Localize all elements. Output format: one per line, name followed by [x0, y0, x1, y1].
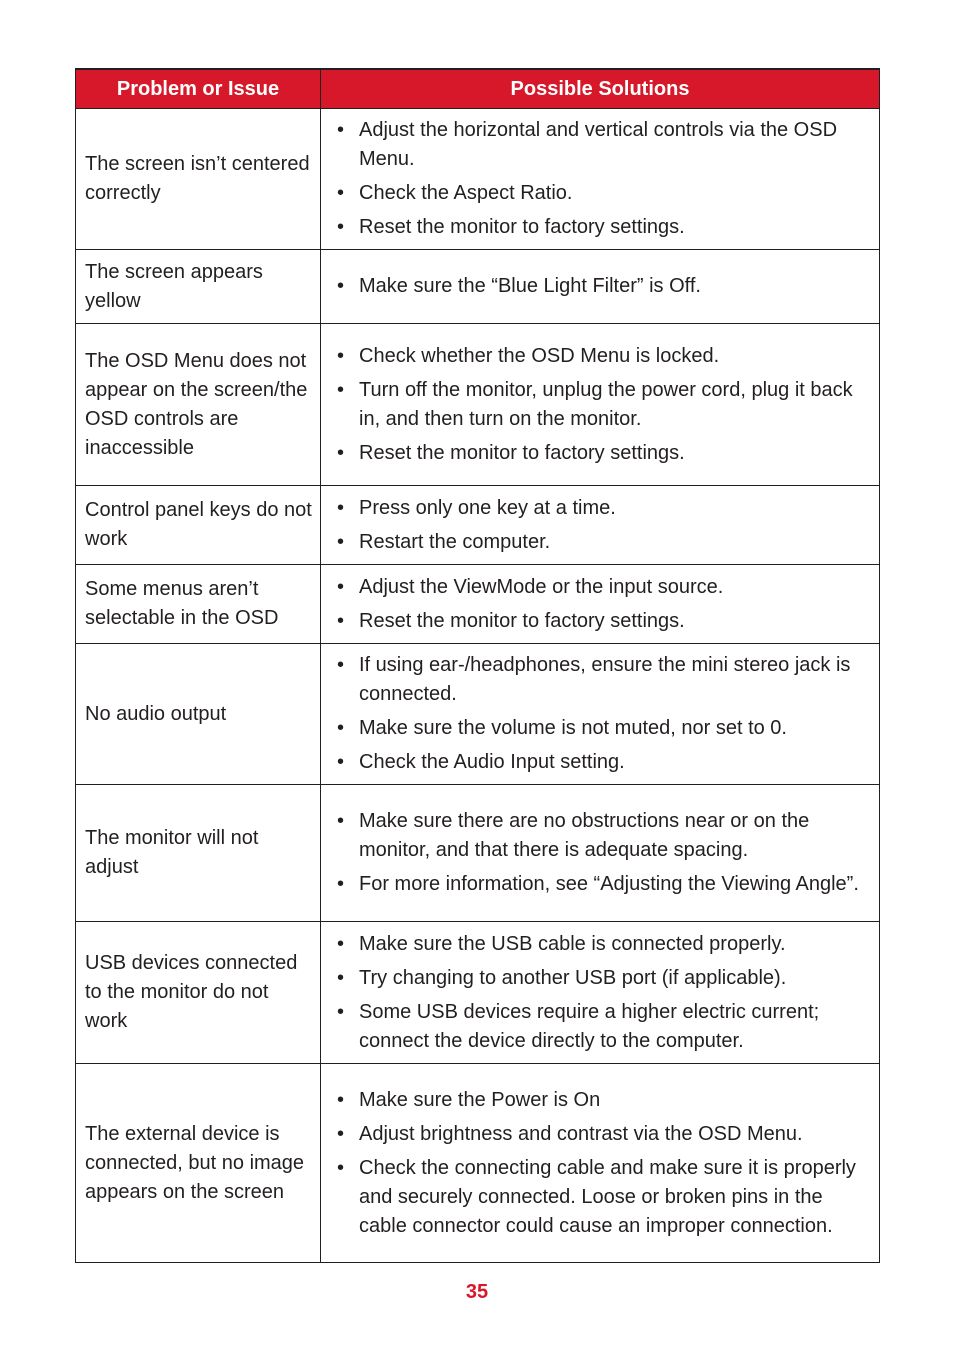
bullet-icon: • [337, 1088, 345, 1111]
bullet-icon: • [337, 441, 345, 464]
table-row [76, 109, 880, 250]
solution-item [335, 807, 871, 865]
solution-text: Restart the computer. [359, 530, 551, 553]
solution-item [335, 1154, 871, 1241]
bullet-icon: • [337, 654, 345, 676]
solution-text: Adjust the horizontal and vertical controls via the OSD Menu. [359, 119, 838, 170]
bullet-icon: • [337, 609, 345, 632]
solution-text: Turn off the monitor, unplug the power cord, plug it back in, and then turn on the monitor. [359, 378, 853, 430]
solutions-cell [321, 324, 880, 486]
page-number: 35 [465, 1281, 489, 1303]
solutions-cell [321, 1064, 880, 1263]
solutions-cell [321, 486, 880, 565]
solution-text: If using ear-/headphones, ensure the mini stereo jack is connected. [359, 654, 851, 705]
solution-text: Reset the monitor to factory settings. [359, 609, 685, 632]
solution-text: Check the Audio Input setting. [359, 751, 625, 773]
solutions-list [335, 807, 871, 899]
table-row [76, 1064, 880, 1263]
solution-item [335, 439, 871, 468]
problem-cell: The external device is connected, but no image appears on the screen [76, 1064, 321, 1263]
bullet-icon: • [337, 530, 345, 553]
solution-item [335, 342, 871, 371]
solutions-cell [321, 644, 880, 785]
solution-text: Check the Aspect Ratio. [359, 182, 573, 204]
bullet-icon: • [337, 119, 345, 141]
solution-text: Some USB devices require a higher electric current; connect the device directly to the computer. [359, 1000, 820, 1052]
problem-cell: The OSD Menu does not appear on the screen/the OSD controls are inaccessible [76, 324, 321, 486]
problem-cell: The monitor will not adjust [76, 785, 321, 922]
solution-item [335, 179, 871, 208]
table-row [76, 486, 880, 565]
solution-text: Reset the monitor to factory settings. [359, 216, 685, 238]
solution-item [335, 272, 871, 301]
bullet-icon: • [337, 751, 345, 773]
bullet-icon: • [337, 216, 345, 238]
solution-item [335, 213, 871, 242]
solution-item [335, 930, 871, 959]
table-row [76, 785, 880, 922]
bullet-icon: • [337, 182, 345, 204]
solution-item [335, 748, 871, 777]
solutions-cell [321, 785, 880, 922]
solutions-cell [321, 922, 880, 1064]
solution-item [335, 376, 871, 434]
solution-text: Reset the monitor to factory settings. [359, 441, 685, 464]
bullet-icon: • [337, 1122, 345, 1145]
problem-cell: The screen isn’t centered correctly [76, 109, 321, 250]
solutions-list [335, 1086, 871, 1241]
solution-item [335, 998, 871, 1056]
table-row [76, 644, 880, 785]
bullet-icon: • [337, 378, 345, 401]
bullet-icon: • [337, 275, 345, 297]
troubleshooting-table [75, 68, 880, 1263]
solution-text: Check whether the OSD Menu is locked. [359, 344, 720, 367]
solution-text: Check the connecting cable and make sure it is properly and securely connected. Loose or broken pins in the cable connector could cause an improper connection. [359, 1156, 856, 1237]
solution-text: Make sure the Power is On [359, 1088, 601, 1111]
solution-item [335, 714, 871, 743]
bullet-icon: • [337, 496, 345, 519]
solution-text: Make sure the “Blue Light Filter” is Off. [359, 275, 701, 297]
solution-text: Make sure there are no obstructions near or on the monitor, and that there is adequate spacing. [359, 810, 810, 861]
solution-item [335, 651, 871, 709]
solution-item [335, 494, 871, 523]
solution-item [335, 573, 871, 602]
solution-item [335, 528, 871, 557]
bullet-icon: • [337, 810, 345, 832]
solutions-list [335, 342, 871, 468]
bullet-icon: • [337, 873, 345, 895]
bullet-icon: • [337, 575, 345, 598]
solutions-list [335, 651, 871, 777]
solution-text: Try changing to another USB port (if applicable). [359, 966, 787, 989]
solution-item [335, 1120, 871, 1149]
solutions-list [335, 272, 871, 301]
bullet-icon: • [337, 932, 345, 955]
solution-item [335, 870, 871, 899]
table-row [76, 250, 880, 324]
solutions-cell [321, 250, 880, 324]
problem-cell: The screen appears yellow [76, 250, 321, 324]
table-row [76, 324, 880, 486]
solution-item [335, 116, 871, 174]
solution-item [335, 1086, 871, 1115]
solutions-cell [321, 109, 880, 250]
solutions-list [335, 573, 871, 636]
solution-text: Adjust brightness and contrast via the OSD Menu. [359, 1122, 803, 1145]
problem-cell: No audio output [76, 644, 321, 785]
solutions-list [335, 116, 871, 242]
header-solutions: Possible Solutions [321, 69, 880, 109]
bullet-icon: • [337, 966, 345, 989]
bullet-icon: • [337, 717, 345, 739]
bullet-icon: • [337, 344, 345, 367]
solutions-cell [321, 565, 880, 644]
solution-text: Adjust the ViewMode or the input source. [359, 575, 724, 598]
solutions-list [335, 494, 871, 557]
solution-text: Make sure the volume is not muted, nor set to 0. [359, 717, 787, 739]
solutions-list [335, 930, 871, 1056]
table-row [76, 565, 880, 644]
header-problem: Problem or Issue [76, 69, 321, 109]
solution-text: Make sure the USB cable is connected properly. [359, 932, 786, 955]
bullet-icon: • [337, 1000, 345, 1023]
solution-item [335, 607, 871, 636]
problem-cell: Some menus aren’t selectable in the OSD [76, 565, 321, 644]
problem-cell: Control panel keys do not work [76, 486, 321, 565]
solution-text: For more information, see “Adjusting the Viewing Angle”. [359, 873, 859, 895]
problem-cell: USB devices connected to the monitor do not work [76, 922, 321, 1064]
table-row [76, 922, 880, 1064]
table-header-row [76, 69, 880, 109]
solution-text: Press only one key at a time. [359, 496, 616, 519]
bullet-icon: • [337, 1156, 345, 1179]
solution-item [335, 964, 871, 993]
